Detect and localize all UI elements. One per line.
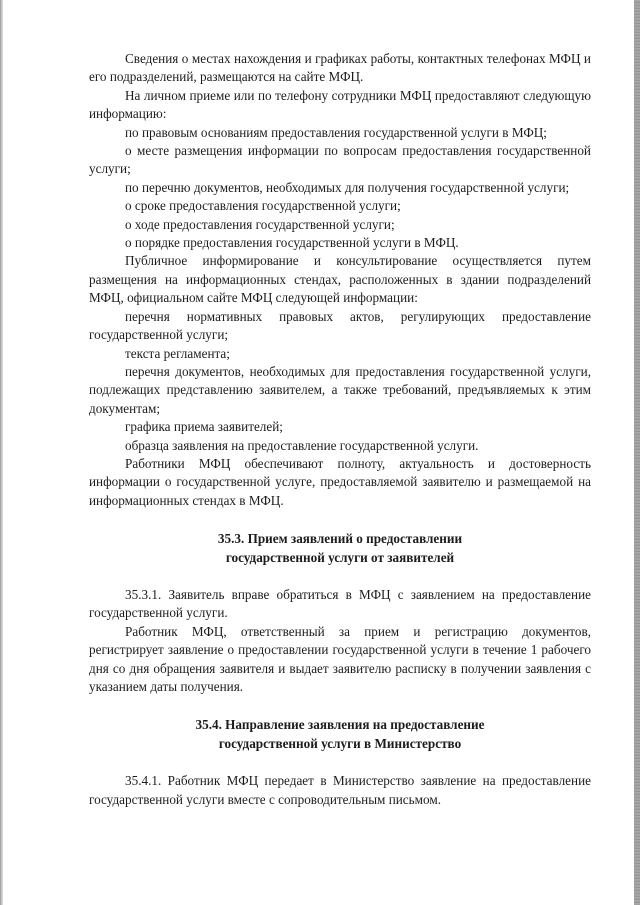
list-item-regulation-text: текста регламента; — [125, 345, 230, 361]
list-item-service-procedure: о порядке предоставления государственной услуги в МФЦ. — [125, 235, 459, 251]
document-body — [89, 50, 591, 809]
paragraph-35-4-1: 35.4.1. Работник МФЦ передает в Министерство заявление на предоставление государственной услуги вместе с сопроводительным письмом. — [89, 773, 591, 807]
paragraph-registration: Работник МФЦ, ответственный за прием и регистрацию документов, регистрирует заявление о предоставлении государственной услуги в течение 1 рабочего дня со дня обращения заявителя и выдает заявителю расписку в получении заявления с указанием даты получения. — [89, 623, 591, 694]
section-heading-35-3 — [89, 530, 591, 567]
list-item-service-progress: о ходе предоставления государственной услуги; — [125, 216, 395, 232]
list-item-legal-grounds: по правовым основаниям предоставления государственной услуги в МФЦ; — [125, 124, 547, 140]
list-item-application-sample: образца заявления на предоставление государственной услуги. — [125, 437, 479, 453]
paragraph-personal-reception: На личном приеме или по телефону сотрудники МФЦ предоставляют следующую информацию: — [89, 87, 591, 122]
section-heading-35-3-line1: 35.3. Прием заявлений о предоставлении — [217, 531, 463, 547]
list-item-required-documents: перечня документов, необходимых для предоставления государственной услуги, подлежащих представлению заявителем, а также требований, предъявляемых к этим документам; — [89, 363, 591, 416]
section-heading-35-4 — [89, 716, 591, 753]
section-heading-35-4-line1: 35.4. Направление заявления на предоставление — [195, 717, 485, 733]
list-item-legal-acts: перечня нормативных правовых актов, регулирующих предоставление государственной услуги; — [89, 308, 591, 343]
list-item-reception-schedule: графика приема заявителей; — [125, 419, 283, 435]
scan-edge-left — [0, 0, 3, 905]
paragraph-public-informing: Публичное информирование и консультирование осуществляется путем размещения на информационных стендах, расположенных в здании подразделений МФЦ, официальном сайте МФЦ следующей информации: — [89, 253, 591, 306]
paragraph-35-3-1: 35.3.1. Заявитель вправе обратиться в МФЦ с заявлением на предоставление государственной услуги. — [89, 586, 591, 621]
section-heading-35-4-line2: государственной услуги в Министерство — [218, 735, 462, 751]
list-item-info-location: о месте размещения информации по вопросам предоставления государственной услуги; — [89, 143, 591, 177]
paragraph-information-accuracy: Работники МФЦ обеспечивают полноту, актуальность и достоверность информации о государственной услуге, предоставляемой заявителю и размещаемой на информационных стендах в МФЦ. — [89, 455, 591, 508]
scan-edge-right — [634, 0, 640, 905]
list-item-documents-list: по перечню документов, необходимых для получения государственной услуги; — [125, 179, 570, 195]
paragraph-mfc-locations: Сведения о местах нахождения и графиках работы, контактных телефонах МФЦ и его подразделений, размещаются на сайте МФЦ. — [89, 51, 591, 85]
section-heading-35-3-line2: государственной услуги от заявителей — [225, 549, 455, 565]
list-item-service-term: о сроке предоставления государственной услуги; — [125, 198, 401, 214]
